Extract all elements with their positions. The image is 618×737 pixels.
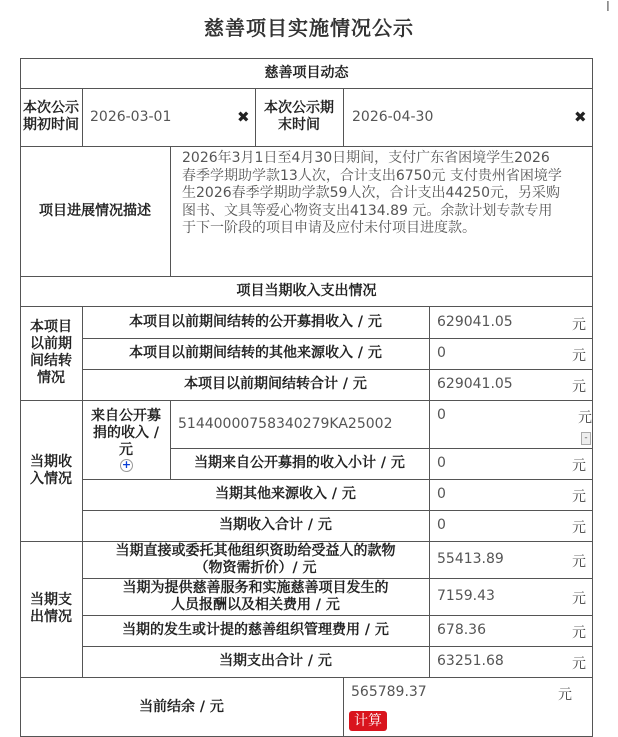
prior-row-label: 本项目以前期间结转的其他来源收入 / 元 <box>129 345 382 361</box>
close-icon[interactable]: ✖ <box>574 108 587 126</box>
unit-label: 元 <box>572 458 586 474</box>
expense-row-label: 当期为提供慈善服务和实施慈善项目发生的人员报酬以及相关费用 / 元 <box>122 579 389 613</box>
expense-admin-value[interactable]: 678.36 <box>437 622 486 638</box>
prior-other-value[interactable]: 0 <box>437 345 446 361</box>
expense-total-value[interactable]: 63251.68 <box>437 653 504 669</box>
section-header-finance: 项目当期收入支出情况 <box>236 282 377 299</box>
corner-mark: I <box>606 0 610 15</box>
unit-label: 元 <box>578 410 592 426</box>
income-group-label: 当期收入情况 <box>30 453 72 487</box>
prior-group-label: 本项目以前期间结转情况 <box>30 319 72 386</box>
page-title: 慈善项目实施情况公示 <box>204 16 414 40</box>
expense-row-label: 当期直接或委托其他组织资助给受益人的款物（物资需折价）/ 元 <box>115 542 396 576</box>
prior-row-label: 本项目以前期间结转合计 / 元 <box>184 376 367 392</box>
income-row-label: 当期其他来源收入 / 元 <box>215 486 356 502</box>
start-date-label: 本次公示期初时间 <box>23 100 79 133</box>
unit-label: 元 <box>572 489 586 505</box>
income-total-value[interactable]: 0 <box>437 517 446 533</box>
unit-label: 元 <box>572 348 586 364</box>
expense-group-label: 当期支出情况 <box>30 592 72 625</box>
end-date-label: 本次公示期末时间 <box>264 100 334 133</box>
public-income-label <box>82 400 170 479</box>
unit-label: 元 <box>572 379 586 395</box>
end-date-field[interactable]: 2026-04-30 <box>352 109 434 125</box>
unit-label: 元 <box>572 656 586 672</box>
public-income-code[interactable]: 51440000758340279KA25002 <box>178 416 393 432</box>
plus-icon[interactable]: + <box>121 457 132 471</box>
unit-label: 元 <box>572 520 586 536</box>
expense-row-label: 当期的发生或计提的慈善组织管理费用 / 元 <box>122 622 389 638</box>
section-header-dynamics: 慈善项目动态 <box>264 65 349 81</box>
public-income-value[interactable]: 0 <box>437 407 446 423</box>
unit-label: 元 <box>558 687 572 703</box>
expense-direct-value[interactable]: 55413.89 <box>437 551 504 567</box>
public-income-subtotal[interactable]: 0 <box>437 455 446 471</box>
prior-total-value[interactable]: 629041.05 <box>437 376 513 392</box>
balance-value[interactable]: 565789.37 <box>351 684 427 700</box>
unit-label: 元 <box>572 317 586 333</box>
expense-row-label: 当期支出合计 / 元 <box>219 653 332 669</box>
unit-label: 元 <box>572 625 586 641</box>
mini-scroll-button[interactable]: - <box>581 432 591 445</box>
unit-label: 元 <box>572 591 586 607</box>
income-row-label: 当期收入合计 / 元 <box>219 517 332 533</box>
income-row-label: 当期来自公开募捐的收入小计 / 元 <box>194 455 405 471</box>
unit-label: 元 <box>572 554 586 570</box>
prior-public-value[interactable]: 629041.05 <box>437 314 513 330</box>
prior-row-label: 本项目以前期间结转的公开募捐收入 / 元 <box>129 313 382 330</box>
progress-description[interactable]: 2026年3月1日至4月30日期间，支付广东省困境学生2026春季学期助学款13人次，合计支出6750元 支付贵州省困境学生2026春季学期助学款59人次，合计支出44250元，另采购图书、文具等爱心物资支出4134.89 元。余款计划专款专用于下一阶段的项目申请及应付未付项目进度款。 <box>182 150 562 236</box>
close-icon[interactable]: ✖ <box>237 108 250 126</box>
progress-label: 项目进展情况描述 <box>39 202 151 219</box>
start-date-field[interactable]: 2026-03-01 <box>90 109 172 125</box>
calculate-button[interactable]: 计算 <box>349 711 387 731</box>
balance-label: 当前结余 / 元 <box>139 698 224 715</box>
other-income-value[interactable]: 0 <box>437 486 446 502</box>
expense-staff-value[interactable]: 7159.43 <box>437 588 495 604</box>
public-income-label-text: 来自公开募捐的收入 / 元 <box>91 407 161 458</box>
